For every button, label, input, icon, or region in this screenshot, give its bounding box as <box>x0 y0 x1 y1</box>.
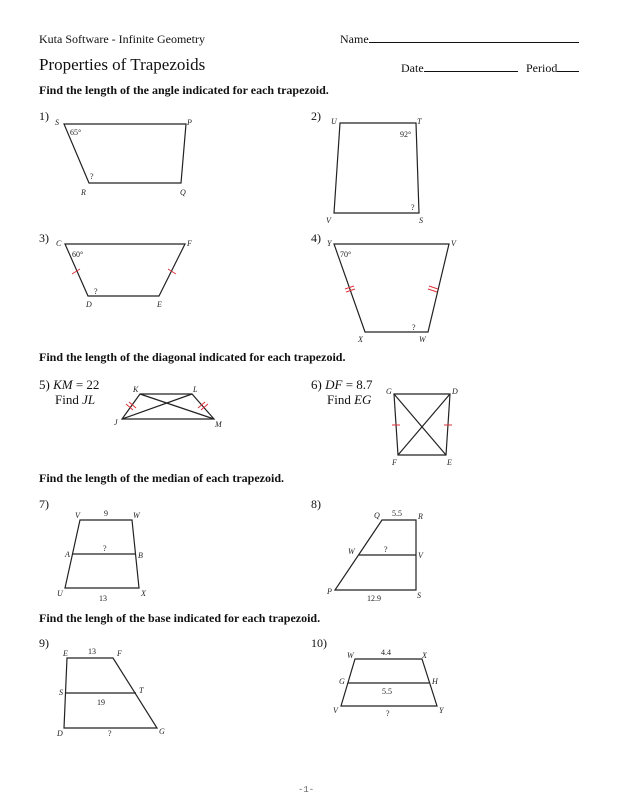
problem-number: 3) <box>39 231 49 245</box>
vertex-label: F <box>117 649 122 658</box>
vertex-label: D <box>57 729 63 738</box>
vertex-label: X <box>358 335 363 344</box>
date-field[interactable] <box>401 61 518 76</box>
vertex-label: E <box>63 649 68 658</box>
top-base-length: 9 <box>104 509 108 518</box>
vertex-label: Q <box>374 511 380 520</box>
period-field[interactable] <box>526 61 579 76</box>
name-label: Name <box>340 32 369 46</box>
trapezoid-figure <box>55 645 175 745</box>
vertex-label: V <box>75 511 80 520</box>
trapezoid-figure <box>55 505 165 605</box>
date-blank[interactable] <box>424 61 518 72</box>
vertex-label: E <box>447 458 452 467</box>
find-variable: EG <box>354 392 372 407</box>
date-label: Date <box>401 61 424 75</box>
section-instruction: Find the length of the median of each trapezoid. <box>39 471 284 485</box>
unknown-angle: ? <box>90 172 94 181</box>
problem-number: 10) <box>311 636 327 650</box>
problem-number: 2) <box>311 109 321 123</box>
vertex-label: K <box>133 385 139 394</box>
diagonal <box>122 394 192 419</box>
find-variable: JL <box>82 392 96 407</box>
vertex-label: S <box>59 688 63 697</box>
bottom-base-length: 12.9 <box>367 594 381 603</box>
problem-number: 4) <box>311 231 321 245</box>
median-length: ? <box>103 544 107 553</box>
period-label: Period <box>526 61 558 75</box>
vertex-label: F <box>187 239 192 248</box>
vertex-label: E <box>157 300 162 309</box>
vertex-label: S <box>417 591 421 600</box>
top-base-length: 13 <box>88 647 96 656</box>
vertex-label: V <box>326 216 331 225</box>
given-angle: 92° <box>400 130 412 139</box>
median-length: ? <box>384 545 388 554</box>
given-angle: 60° <box>72 250 84 259</box>
problem-number: 9) <box>39 636 49 650</box>
vertex-label: F <box>392 458 397 467</box>
vertex-label: V <box>418 551 423 560</box>
trapezoid-figure <box>383 385 463 470</box>
trapezoid-shape <box>64 124 186 183</box>
vertex-label: D <box>86 300 92 309</box>
trapezoid-figure <box>325 115 435 225</box>
page-title: Properties of Trapezoids <box>39 55 206 74</box>
trapezoid-shape <box>334 244 449 332</box>
vertex-label: X <box>141 589 146 598</box>
vertex-label: A <box>65 550 70 559</box>
given-value: = 8.7 <box>342 377 373 392</box>
bottom-base-length: ? <box>386 709 390 718</box>
unknown-angle: ? <box>411 203 415 212</box>
vertex-label: W <box>133 511 140 520</box>
problem-number: 6) <box>311 377 322 392</box>
vertex-label: W <box>419 335 426 344</box>
vertex-label: P <box>187 118 192 127</box>
given-value: = 22 <box>72 377 100 392</box>
vertex-label: U <box>331 117 337 126</box>
section-instruction: Find the lengh of the base indicated for each trapezoid. <box>39 611 321 625</box>
vertex-label: P <box>327 587 332 596</box>
given-angle: 65° <box>70 128 82 137</box>
vertex-label: G <box>339 677 345 686</box>
median-length: 19 <box>97 698 105 707</box>
name-blank[interactable] <box>369 32 579 43</box>
problem-number: 1) <box>39 109 49 123</box>
vertex-label: C <box>56 239 62 248</box>
vertex-label: T <box>417 117 422 126</box>
section-instruction: Find the length of the angle indicated for each trapezoid. <box>39 83 329 97</box>
bottom-base-length: 13 <box>99 594 107 603</box>
trapezoid-figure <box>322 505 442 605</box>
vertex-label: Y <box>327 239 332 248</box>
vertex-label: B <box>138 551 143 560</box>
vertex-label: H <box>432 677 438 686</box>
trapezoid-figure <box>325 237 465 347</box>
congruence-mark <box>428 289 437 292</box>
page-number: -1- <box>298 785 315 795</box>
problem-number: 7) <box>39 497 49 511</box>
vertex-label: X <box>422 651 427 660</box>
section-instruction: Find the length of the diagonal indicated for each trapezoid. <box>39 350 346 364</box>
trapezoid-figure <box>50 237 200 312</box>
problem-prompt <box>311 377 373 407</box>
vertex-label: G <box>386 387 392 396</box>
congruence-mark <box>429 286 438 289</box>
vertex-label: W <box>347 651 354 660</box>
given-variable: DF <box>325 377 343 392</box>
top-base-length: 5.5 <box>392 509 402 518</box>
problem-number: 8) <box>311 497 321 511</box>
problem-prompt <box>39 377 99 407</box>
top-base-length: 4.4 <box>381 648 391 657</box>
vertex-label: W <box>348 547 355 556</box>
bottom-base-length: ? <box>108 729 112 738</box>
vertex-label: Q <box>180 188 186 197</box>
find-label: Find <box>327 392 355 407</box>
find-label: Find <box>55 392 83 407</box>
trapezoid-figure <box>110 382 240 432</box>
vertex-label: S <box>419 216 423 225</box>
given-angle: 70° <box>340 250 352 259</box>
vertex-label: Y <box>439 706 444 715</box>
period-blank[interactable] <box>557 61 579 72</box>
vertex-label: U <box>57 589 63 598</box>
vertex-label: J <box>114 418 118 427</box>
vertex-label: R <box>418 512 423 521</box>
vertex-label: R <box>81 188 86 197</box>
unknown-angle: ? <box>94 287 98 296</box>
trapezoid-figure <box>330 645 455 725</box>
vertex-label: G <box>159 727 165 736</box>
vertex-label: V <box>451 239 456 248</box>
problem-number: 5) <box>39 377 50 392</box>
publisher-label: Kuta Software - Infinite Geometry <box>39 32 205 46</box>
unknown-angle: ? <box>412 323 416 332</box>
vertex-label: D <box>452 387 458 396</box>
given-variable: KM <box>53 377 73 392</box>
vertex-label: L <box>193 385 198 394</box>
median-length: 5.5 <box>382 687 392 696</box>
diagonal <box>394 394 446 455</box>
trapezoid-figure <box>50 115 200 195</box>
name-field[interactable] <box>340 32 579 47</box>
vertex-label: T <box>139 686 144 695</box>
vertex-label: M <box>215 420 222 429</box>
vertex-label: V <box>333 706 338 715</box>
diagonal <box>398 394 450 455</box>
vertex-label: S <box>55 118 59 127</box>
